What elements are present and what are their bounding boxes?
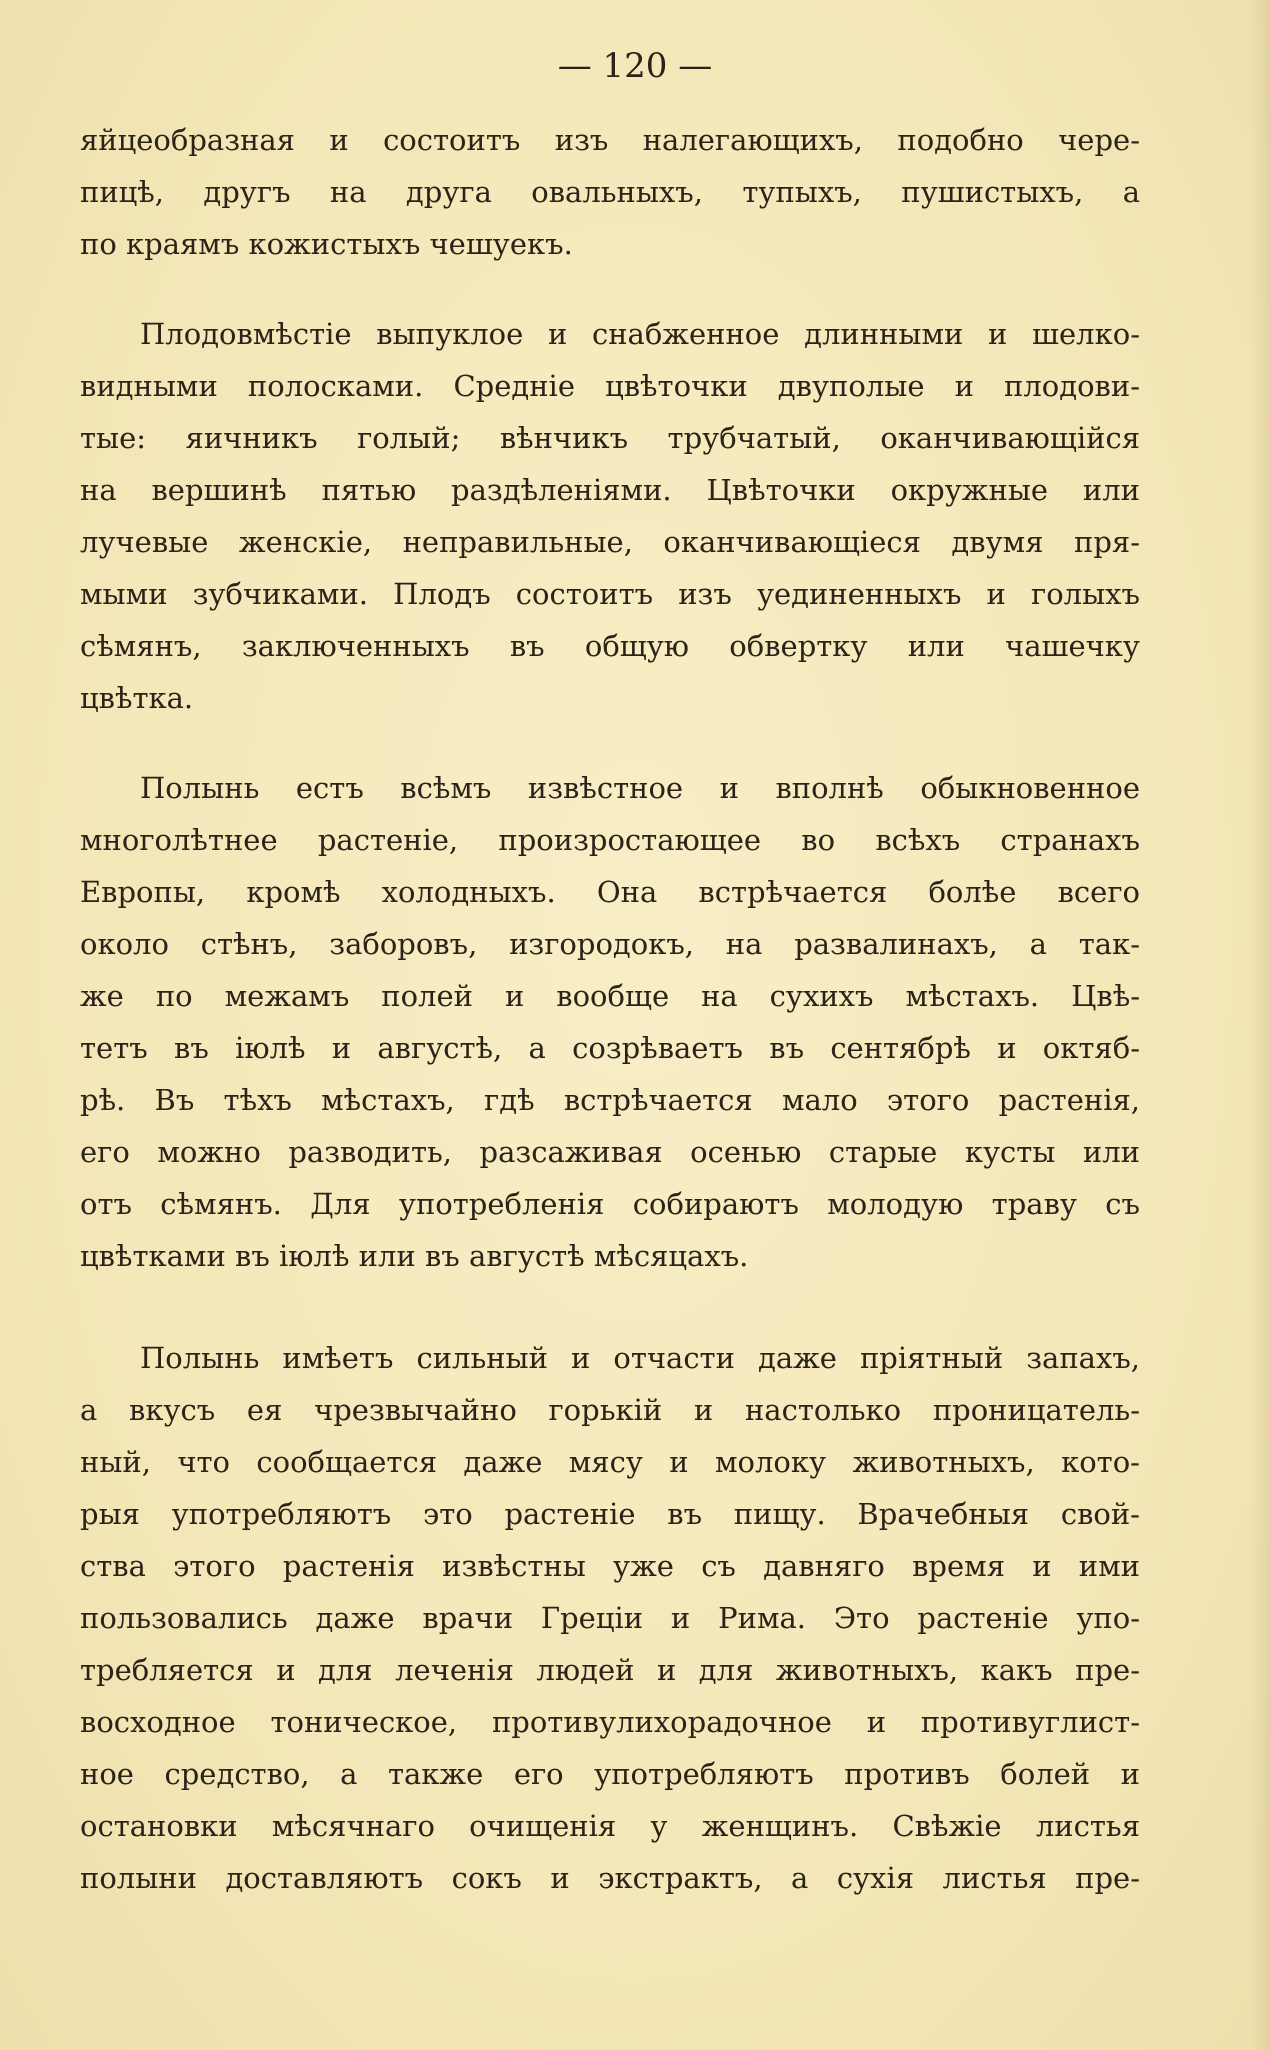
- text-line: отъ сѣмянъ. Для употребленія собираютъ молодую траву съ: [80, 1187, 1140, 1221]
- text-line: около стѣнъ, заборовъ, изгородокъ, на развалинахъ, а так-: [80, 927, 1140, 961]
- text-line: а вкусъ ея чрезвычайно горькій и настолько проницатель-: [80, 1393, 1140, 1427]
- paragraph-4: [80, 1332, 1140, 1904]
- page-edge-shadow: [1250, 0, 1270, 2050]
- text-line: ный, что сообщается даже мясу и молоку животныхъ, кото-: [80, 1445, 1140, 1479]
- paragraph-gap: [80, 1282, 1140, 1332]
- text-line: рѣ. Въ тѣхъ мѣстахъ, гдѣ встрѣчается мало этого растенія,: [80, 1083, 1140, 1117]
- text-line: Полынь естъ всѣмъ извѣстное и вполнѣ обыкновенное: [140, 771, 1140, 805]
- text-line: тетъ въ іюлѣ и августѣ, а созрѣваетъ въ сентябрѣ и октяб-: [80, 1031, 1140, 1065]
- text-line: тые: яичникъ голый; вѣнчикъ трубчатый, оканчивающійся: [80, 421, 1140, 455]
- paragraph-2: [80, 308, 1140, 724]
- page-number: — 120 —: [557, 46, 713, 86]
- text-line: Плодовмѣстіе выпуклое и снабженное длинными и шелко-: [140, 317, 1140, 351]
- text-line: рыя употребляютъ это растеніе въ пищу. Врачебныя свой-: [80, 1497, 1140, 1531]
- text-line: ное средство, а также его употребляютъ противъ болей и: [80, 1757, 1140, 1791]
- text-line: цвѣтками въ іюлѣ или въ августѣ мѣсяцахъ.: [80, 1239, 749, 1273]
- page-body: [80, 114, 1140, 1904]
- paragraph-1: [80, 114, 1140, 270]
- text-line: его можно разводить, разсаживая осенью старые кусты или: [80, 1135, 1140, 1169]
- text-line: сѣмянъ, заключенныхъ въ общую обвертку или чашечку: [80, 629, 1140, 663]
- paragraph-gap: [80, 270, 1140, 308]
- text-line: цвѣтка.: [80, 681, 194, 715]
- text-line: же по межамъ полей и вообще на сухихъ мѣстахъ. Цвѣ-: [80, 979, 1140, 1013]
- text-line: лучевые женскіе, неправильные, оканчивающіеся двумя пря-: [80, 525, 1140, 559]
- text-line: пользовались даже врачи Греціи и Рима. Это растеніе упо-: [80, 1601, 1140, 1635]
- text-line: многолѣтнее растеніе, произростающее во всѣхъ странахъ: [80, 823, 1140, 857]
- text-line: восходное тоническое, противулихорадочное и противуглист-: [80, 1705, 1140, 1739]
- text-line: видными полосками. Средніе цвѣточки двуполые и плодови-: [80, 369, 1140, 403]
- text-line: Полынь имѣетъ сильный и отчасти даже пріятный запахъ,: [140, 1341, 1140, 1375]
- text-line: мыми зубчиками. Плодъ состоитъ изъ уединенныхъ и голыхъ: [80, 577, 1140, 611]
- text-line: требляется и для леченія людей и для животныхъ, какъ пре-: [80, 1653, 1140, 1687]
- paragraph-3: [80, 762, 1140, 1282]
- text-line: пицѣ, другъ на друга овальныхъ, тупыхъ, пушистыхъ, а: [80, 175, 1140, 209]
- text-line: на вершинѣ пятью раздѣленіями. Цвѣточки окружные или: [80, 473, 1140, 507]
- text-line: Европы, кромѣ холодныхъ. Она встрѣчается болѣе всего: [80, 875, 1140, 909]
- text-line: яйцеобразная и состоитъ изъ налегающихъ, подобно чере-: [80, 123, 1140, 157]
- text-line: полыни доставляютъ сокъ и экстрактъ, а сухія листья пре-: [80, 1861, 1140, 1895]
- paragraph-gap: [80, 724, 1140, 762]
- text-line: по краямъ кожистыхъ чешуекъ.: [80, 227, 573, 261]
- text-line: ства этого растенія извѣстны уже съ давняго время и ими: [80, 1549, 1140, 1583]
- text-line: остановки мѣсячнаго очищенія у женщинъ. Свѣжіе листья: [80, 1809, 1140, 1843]
